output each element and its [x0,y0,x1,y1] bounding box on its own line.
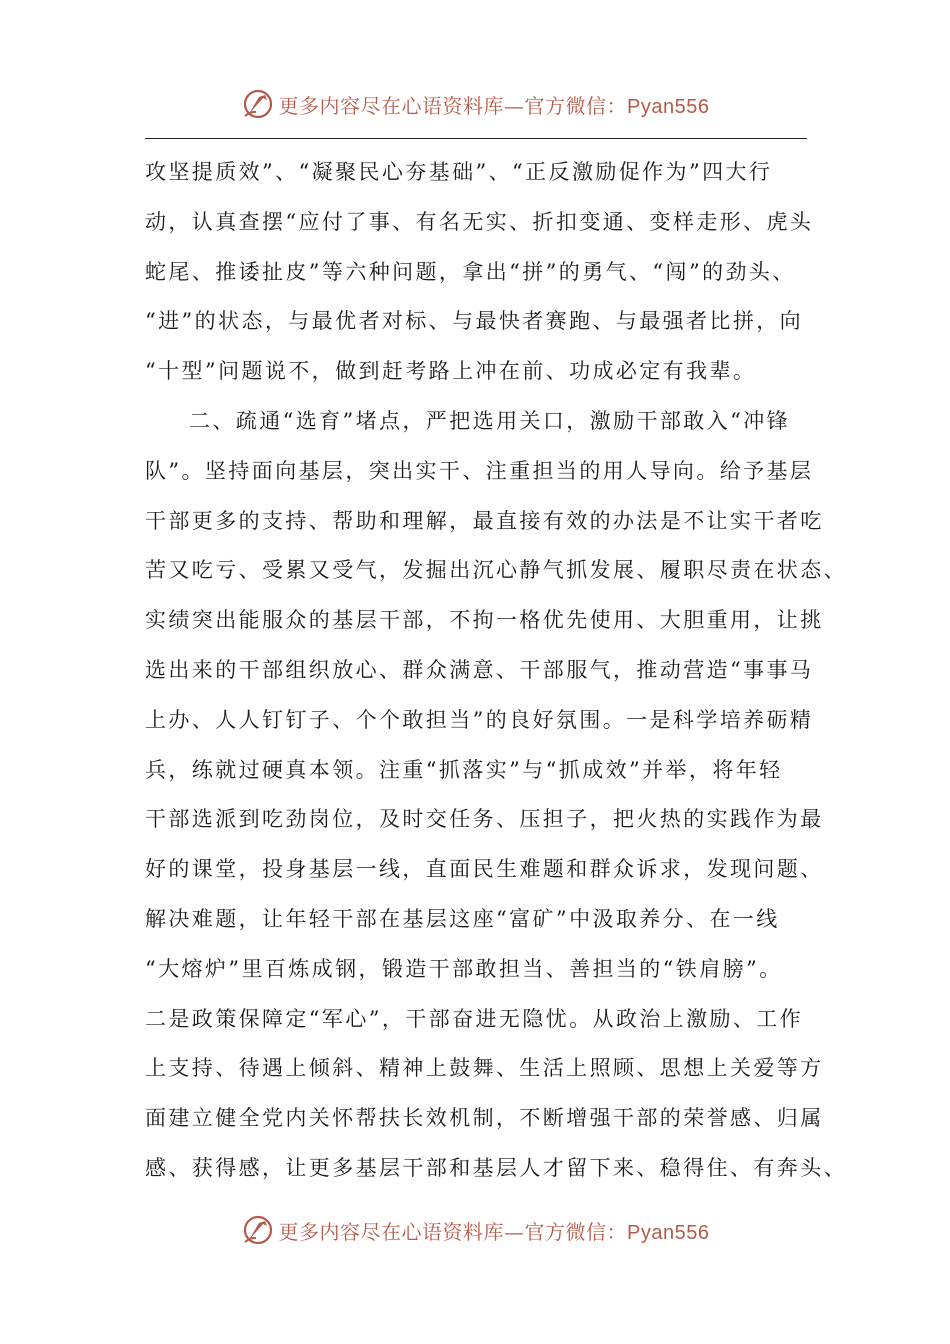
text-line: 选出来的干部组织放心、群众满意、干部服气，推动营造“事事马 [145,657,814,682]
header-watermark-banner [0,84,950,124]
text-line: 队”。坚持面向基层，突出实干、注重担当的用人导向。给予基层 [145,458,814,483]
banner-slogan: 更多内容尽在心语资料库—官方微信： [278,1219,628,1244]
text-line: 解决难题，让年轻干部在基层这座“富矿”中汲取养分、在一线 [145,906,780,931]
banner-wechat-id: Pyan556 [627,1221,710,1244]
text-line: 感、获得感，让更多基层干部和基层人才留下来、稳得住、有奔头、 [145,1155,847,1180]
text-line: “十型”问题说不，做到赶考路上冲在前、功成必定有我辈。 [145,359,757,384]
banner-text [279,1216,710,1245]
banner-wechat-id: Pyan556 [627,95,710,118]
text-line: 动，认真查摆“应付了事、有名无实、折扣变通、变样走形、虎头 [145,209,814,234]
banner-text [279,90,710,119]
text-line: 上支持、待遇上倾斜、精神上鼓舞、生活上照顾、思想上关爱等方 [145,1056,824,1081]
pen-nib-logo-icon [241,1213,275,1247]
text-line: 干部选派到吃劲岗位，及时交任务、压担子，把火热的实践作为最 [145,807,824,832]
text-line: 苦又吃亏、受累又受气，发掘出沉心静气抓发展、履职尽责在状态、 [145,558,847,583]
text-line: 实绩突出能服众的基层干部，不拘一格优先使用、大胆重用，让挑 [145,608,824,633]
text-line: “进”的状态，与最优者对标、与最快者赛跑、与最强者比拼，向 [145,309,804,334]
paragraph [145,148,821,397]
text-line: 干部更多的支持、帮助和理解，最直接有效的办法是不让实干者吃 [145,508,824,533]
text-line: 上办、人人钉钉子、个个敢担当”的良好氛围。一是科学培养砺精 [145,707,814,732]
text-line: 好的课堂，投身基层一线，直面民生难题和群众诉求，发现问题、 [145,857,824,882]
header-divider [145,138,807,139]
text-line: 攻坚提质效”、“凝聚民心夯基础”、“正反激励促作为”四大行 [145,160,773,184]
document-body [145,148,847,1194]
text-line: 二是政策保障定“军心”，干部奋进无隐忧。从政治上激励、工作 [145,1006,804,1031]
text-line: “大熔炉”里百炼成钢，锻造干部敢担当、善担当的“铁肩膀”。 [145,956,783,981]
text-line: 二、疏通“选育”堵点，严把选用关口，激励干部敢入“冲锋 [189,408,791,433]
pen-nib-logo-icon [241,87,275,121]
footer-watermark-banner [0,1210,950,1250]
text-line: 蛇尾、推诿扯皮”等六种问题，拿出“拼”的勇气、“闯”的劲头、 [145,259,796,284]
text-line: 面建立健全党内关怀帮扶长效机制，不断增强干部的荣誉感、归属 [145,1106,824,1131]
text-line: 兵，练就过硬真本领。注重“抓落实”与“抓成效”并举，将年轻 [145,757,783,782]
paragraph [145,397,847,1194]
banner-slogan: 更多内容尽在心语资料库—官方微信： [278,93,628,118]
